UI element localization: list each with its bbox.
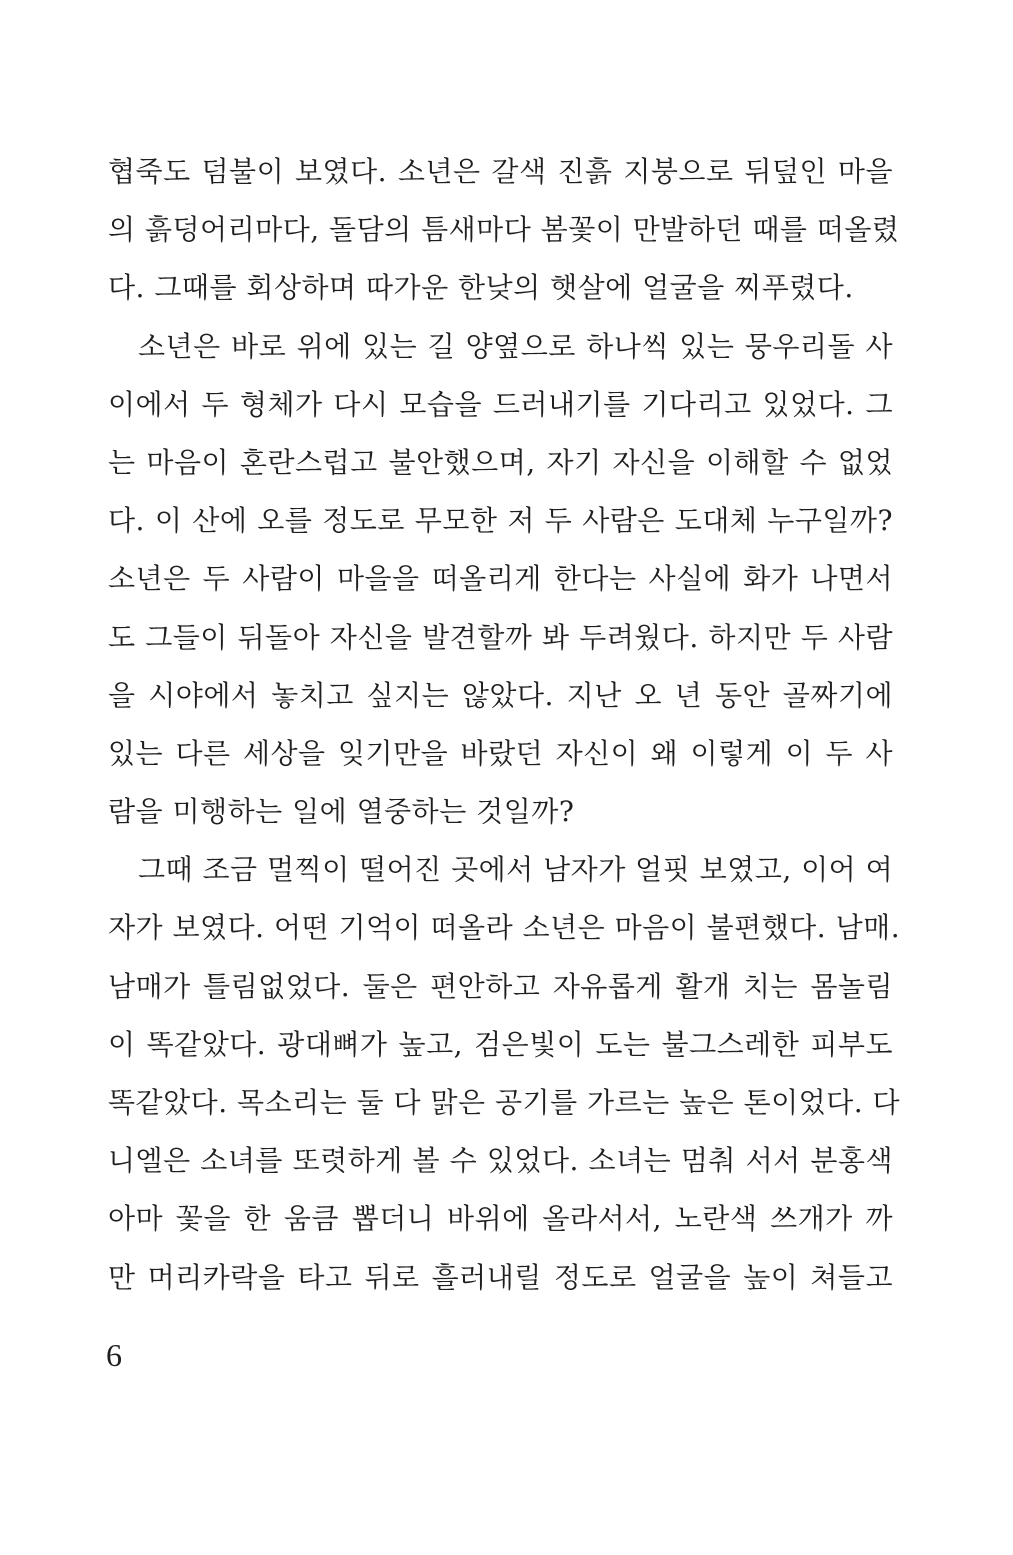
text-line: 다. 이 산에 오를 정도로 무모한 저 두 사람은 도대체 누구일까? (108, 504, 893, 538)
text-line: 소년은 두 사람이 마을을 떠올리게 한다는 사실에 화가 나면서 (108, 562, 893, 596)
text-line: 남매가 틀림없었다. 둘은 편안하고 자유롭게 활개 치는 몸놀림 (108, 969, 893, 1003)
text-line: 소년은 바로 위에 있는 길 양옆으로 하나씩 있는 뭉우리돌 사 (138, 329, 893, 363)
text-line: 있는 다른 세상을 잊기만을 바랐던 자신이 왜 이렇게 이 두 사 (108, 736, 893, 770)
text-line: 아마 꽃을 한 움큼 뽑더니 바위에 올라서서, 노란색 쓰개가 까 (108, 1202, 893, 1236)
text-line: 다. 그때를 회상하며 따가운 한낮의 햇살에 얼굴을 찌푸렸다. (108, 271, 854, 305)
text-line: 의 흙덩어리마다, 돌담의 틈새마다 봄꽃이 만발하던 때를 떠올렸 (108, 213, 900, 247)
text-line: 이에서 두 형체가 다시 모습을 드러내기를 기다리고 있었다. 그 (108, 387, 893, 421)
text-line: 는 마음이 혼란스럽고 불안했으며, 자기 자신을 이해할 수 없었 (108, 445, 893, 479)
body-text (108, 143, 901, 1307)
text-line: 람을 미행하는 일에 열중하는 것일까? (108, 795, 575, 829)
text-line: 도 그들이 뒤돌아 자신을 발견할까 봐 두려웠다. 하지만 두 사람 (108, 620, 893, 654)
text-line: 협죽도 덤불이 보였다. 소년은 갈색 진흙 지붕으로 뒤덮인 마을 (108, 155, 893, 188)
text-line: 을 시야에서 놓치고 싶지는 않았다. 지난 오 년 동안 골짜기에 (108, 678, 893, 712)
text-line: 자가 보였다. 어떤 기억이 떠올라 소년은 마음이 불편했다. 남매. (108, 911, 901, 945)
text-line: 그때 조금 멀찍이 떨어진 곳에서 남자가 얼핏 보였고, 이어 여 (138, 853, 894, 887)
text-line: 똑같았다. 목소리는 둘 다 맑은 공기를 가르는 높은 톤이었다. 다 (108, 1086, 901, 1119)
text-line: 니엘은 소녀를 또렷하게 볼 수 있었다. 소녀는 멈춰 서서 분홍색 (108, 1144, 893, 1178)
page-number: 6 (106, 1337, 122, 1373)
text-line: 만 머리카락을 타고 뒤로 흘러내릴 정도로 얼굴을 높이 쳐들고 (108, 1260, 893, 1294)
text-line: 이 똑같았다. 광대뼈가 높고, 검은빛이 도는 불그스레한 피부도 (108, 1027, 893, 1061)
